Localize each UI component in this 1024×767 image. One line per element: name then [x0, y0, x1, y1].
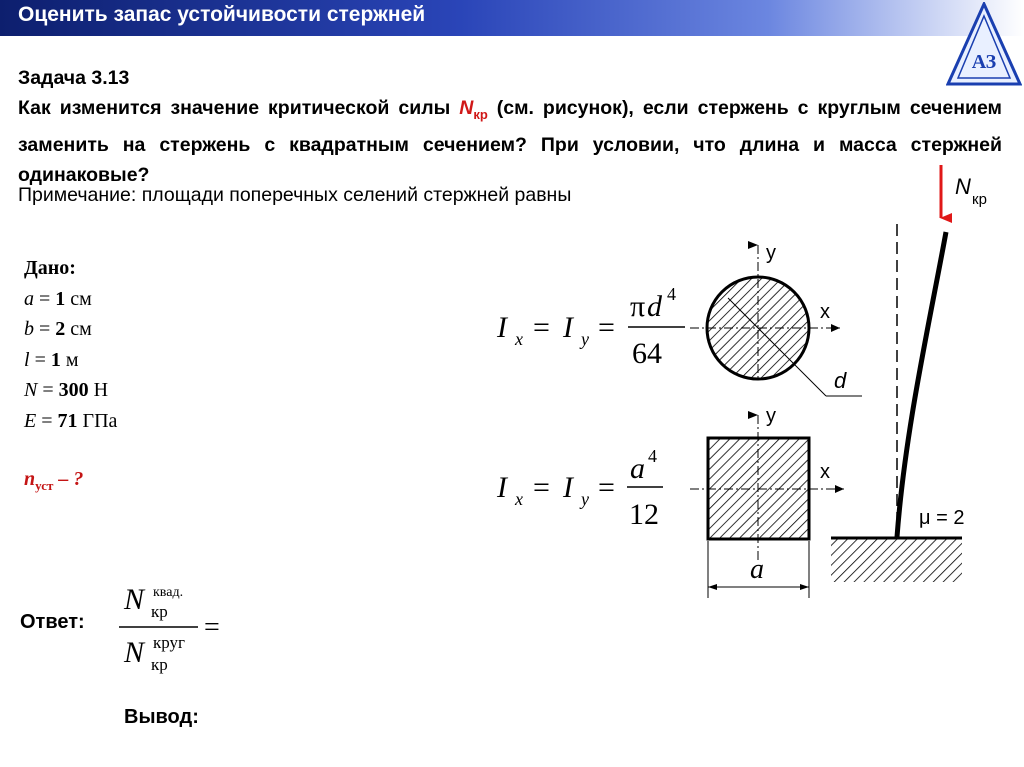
svg-text:12: 12 [629, 498, 659, 531]
task-number: Задача 3.13 [18, 67, 130, 89]
svg-text:d: d [647, 290, 662, 323]
svg-text:круг: круг [153, 633, 186, 652]
svg-text:4: 4 [667, 284, 676, 304]
force-sub-label: кр [972, 191, 987, 208]
svg-text:x: x [515, 489, 523, 509]
given-item-l: l = 1 м [24, 348, 79, 371]
square-section [690, 405, 844, 598]
given-item-e: E = 71 ГПа [24, 409, 118, 432]
diameter-label: d [834, 368, 847, 393]
answer-fraction [119, 583, 220, 674]
svg-text:4: 4 [648, 446, 657, 466]
side-label: a [750, 554, 764, 585]
square-axis-x-label: x [820, 461, 830, 483]
conclusion-label: Вывод: [124, 706, 199, 728]
svg-text:64: 64 [632, 337, 662, 370]
buckled-column [831, 165, 987, 582]
svg-text:I: I [497, 471, 507, 504]
svg-text:кр: кр [151, 602, 168, 621]
page-title: Оценить запас устойчивости стержней [18, 3, 426, 26]
svg-text:кр: кр [151, 655, 168, 674]
svg-text:y: y [581, 329, 589, 349]
svg-text:=: = [533, 471, 550, 504]
given-item-a: a = 1 см [24, 287, 92, 310]
square-axis-y-label: y [766, 405, 776, 427]
square-inertia-formula [496, 446, 663, 531]
question-part1: Как изменится значение критической силы [18, 97, 460, 119]
circle-axis-x-label: x [820, 301, 830, 323]
given-heading: Дано: [24, 257, 76, 279]
circular-section [690, 242, 862, 396]
logo-text: АЗ [971, 51, 997, 73]
svg-text:x: x [515, 329, 523, 349]
svg-text:I: I [497, 311, 507, 344]
given-item-b: b = 2 см [24, 318, 92, 340]
svg-text:I: I [563, 471, 573, 504]
svg-text:квад.: квад. [153, 585, 184, 600]
find-stability-margin: $n_{уст}$ – ? [24, 468, 84, 493]
svg-text:y: y [581, 489, 589, 509]
given-item-n: N = 300 Н [24, 379, 109, 401]
svg-text:I: I [563, 311, 573, 344]
svg-text:a: a [630, 452, 645, 485]
answer-label: Ответ: [20, 611, 85, 633]
critical-force-symbol: $N_{кр}$ [459, 97, 488, 122]
svg-text:N: N [124, 583, 145, 616]
svg-text:=: = [598, 471, 615, 504]
mu-label: μ = 2 [919, 507, 965, 529]
svg-text:π: π [630, 290, 646, 323]
svg-text:N: N [124, 636, 145, 669]
circle-inertia-formula [496, 284, 685, 370]
task-note: Примечание: площади поперечных селений стержней равны [18, 184, 572, 206]
svg-text:=: = [204, 612, 220, 643]
question-part2: (см. рисунок), если стержень с круглым сечением заменить на стержень с квадратным сечением? При условии, что длина и масса стержней одинаковые? [18, 97, 1002, 186]
svg-text:=: = [533, 311, 550, 344]
force-label: N [955, 174, 971, 199]
svg-text:=: = [598, 311, 615, 344]
circle-axis-y-label: y [766, 242, 776, 264]
